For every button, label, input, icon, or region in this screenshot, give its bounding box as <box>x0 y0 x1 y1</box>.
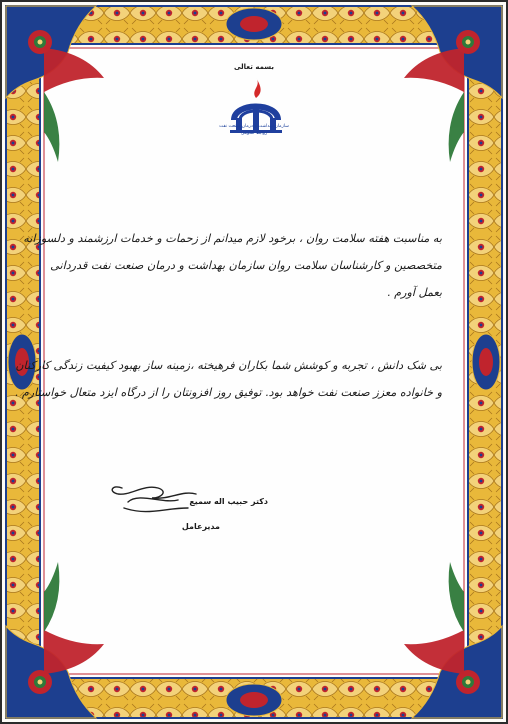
nioc-logo-icon <box>220 74 292 160</box>
paragraph-appreciation <box>23 225 442 306</box>
paragraph-wishes <box>14 352 442 406</box>
paragraph-line: و خانواده معزز صنعت نفت خواهد بود. توفیق روز افزونتان را از درگاه ایزد متعال خواستارم . <box>14 386 442 399</box>
paragraph-line: بعمل آورم . <box>387 286 442 299</box>
paragraph-line: به مناسبت هفته سلامت روان ، برخود لازم میدانم از زحمات و خدمات ارزشمند و دلسوزانه <box>23 232 442 245</box>
logo-department: روابط عمومی <box>240 131 268 136</box>
paragraph-line: متخصصین و کارشناسان سلامت روان سازمان بهداشت و درمان صنعت نفت قدردانی <box>50 259 442 272</box>
signer-title: مدیرعامل <box>181 522 220 531</box>
signer-name: دکتر حبیب اله سمیع <box>189 497 268 506</box>
logo-org-name: سازمان بهداشت و درمان صنعت نفت <box>219 124 289 129</box>
paragraph-line: بی شک دانش ، تجربه و کوشش شما بکاران فرهیخته ،زمینه ساز بهبود کیفیت زندگی کارکنان <box>15 359 442 372</box>
basmala-heading: بسمه تعالی <box>233 63 275 71</box>
